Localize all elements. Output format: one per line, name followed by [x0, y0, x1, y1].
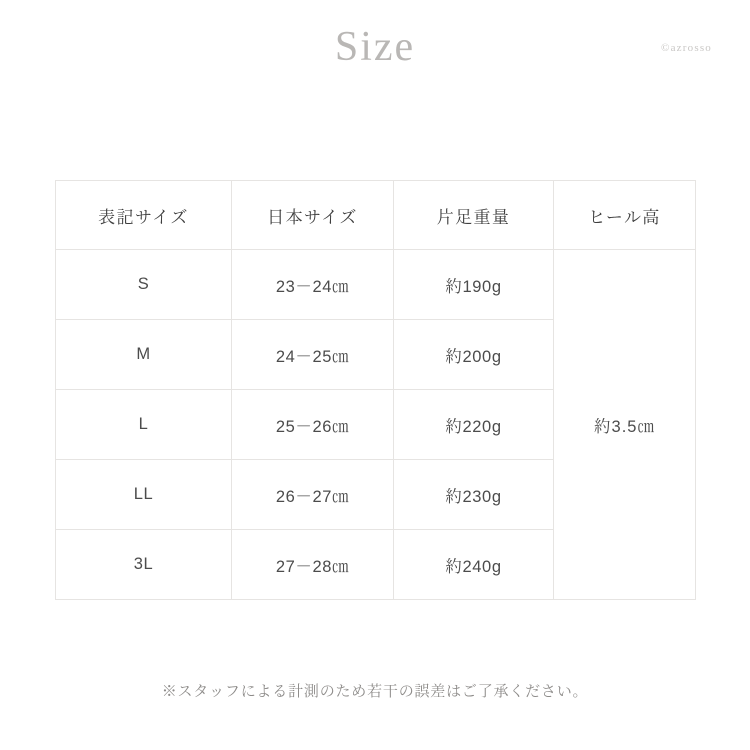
- cell-weight: 約230g: [394, 460, 554, 530]
- table-row: [56, 250, 696, 320]
- cell-jp-size: 25－26㎝: [232, 390, 394, 460]
- size-table-container: [55, 180, 695, 600]
- column-header-label: 表記サイズ: [56, 181, 232, 250]
- cell-size-label: L: [56, 390, 232, 460]
- cell-weight: 約200g: [394, 320, 554, 390]
- cell-weight: 約190g: [394, 250, 554, 320]
- column-header-heel-height: ヒール高: [554, 181, 696, 250]
- measurement-disclaimer: ※スタッフによる計測のため若干の誤差はご了承ください。: [161, 683, 589, 700]
- column-header-jp-size: 日本サイズ: [232, 181, 394, 250]
- cell-weight: 約240g: [394, 530, 554, 600]
- cell-jp-size: 24－25㎝: [232, 320, 394, 390]
- column-header-weight: 片足重量: [394, 181, 554, 250]
- table-header-row: [56, 181, 696, 250]
- size-table-head: [56, 181, 696, 250]
- brand-watermark: ©azrosso: [661, 42, 712, 54]
- cell-size-label: M: [56, 320, 232, 390]
- cell-size-label: S: [56, 250, 232, 320]
- size-table-body: [56, 250, 696, 600]
- cell-size-label: LL: [56, 460, 232, 530]
- cell-size-label: 3L: [56, 530, 232, 600]
- page-title: Size: [334, 24, 416, 70]
- cell-jp-size: 26－27㎝: [232, 460, 394, 530]
- cell-heel-height: 約3.5㎝: [554, 250, 696, 600]
- size-table: [55, 180, 696, 600]
- cell-weight: 約220g: [394, 390, 554, 460]
- cell-jp-size: 27－28㎝: [232, 530, 394, 600]
- cell-jp-size: 23－24㎝: [232, 250, 394, 320]
